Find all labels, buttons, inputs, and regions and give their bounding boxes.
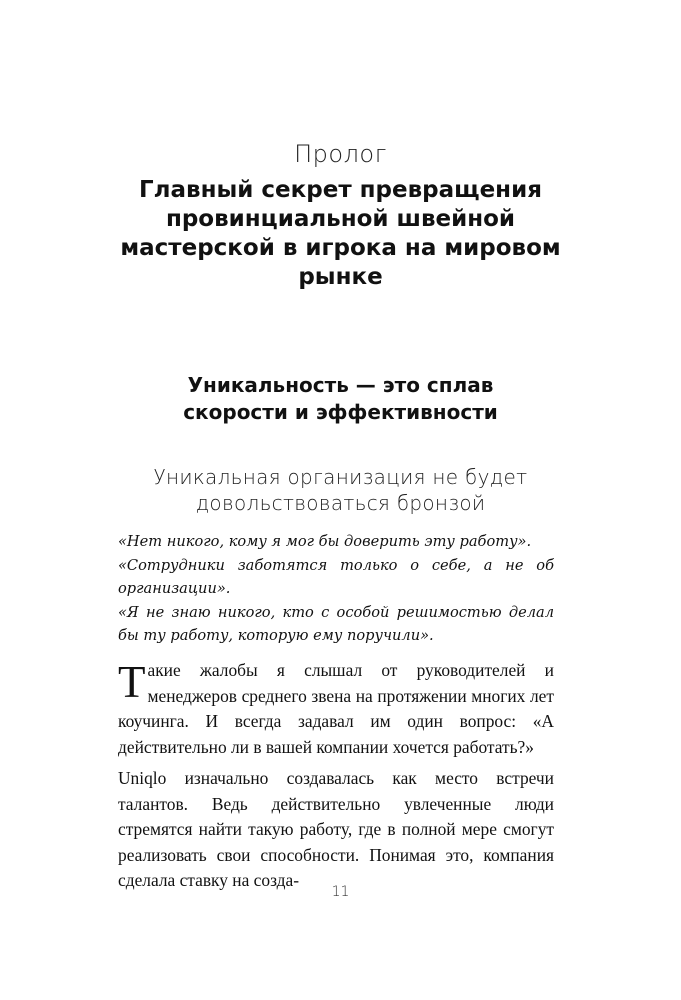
body-paragraph-2: Uniqlo изначально создавалась как место встречи талантов. Ведь действительно увлеченные люди стремятся найти такую работу, где в полной мере смогут реализовать свои способности. Понимая это, компания сделала ставку на созда- <box>118 768 554 890</box>
paragraph-1-text: акие жалобы я слышал от руководителей и менеджеров среднего звена на протяжении многих лет коучинга. И всегда задавал им один вопрос: «А действительно ли в вашей компании хочется работать?» <box>118 660 554 757</box>
drop-cap: Т <box>118 657 146 707</box>
subsection-title-line-2: довольствоваться бронзой <box>195 491 486 515</box>
subsection-title-line-1: Уникальная организация не будет <box>153 465 528 489</box>
quote-2: «Сотрудники заботятся только о себе, а не об организации». <box>118 556 554 597</box>
section-title <box>100 372 581 426</box>
section-title-line-1: Уникальность — это сплав <box>187 373 494 397</box>
epigraph-quotes <box>118 530 554 648</box>
quote-1: «Нет никого, кому я мог бы доверить эту работу». <box>118 533 532 550</box>
page-number: 11 <box>331 884 350 900</box>
body-paragraph-1 <box>118 658 554 760</box>
chapter-title: Главный секрет превращения провинциальной швейной мастерской в игрока на мировом рынке <box>120 177 561 290</box>
section-title-line-2: скорости и эффективности <box>183 400 498 424</box>
prologue-label: Пролог <box>294 140 387 168</box>
quote-3: «Я не знаю никого, кто с особой решимостью делал бы ту работу, которую ему поручили». <box>118 603 554 644</box>
subsection-title <box>100 464 581 516</box>
